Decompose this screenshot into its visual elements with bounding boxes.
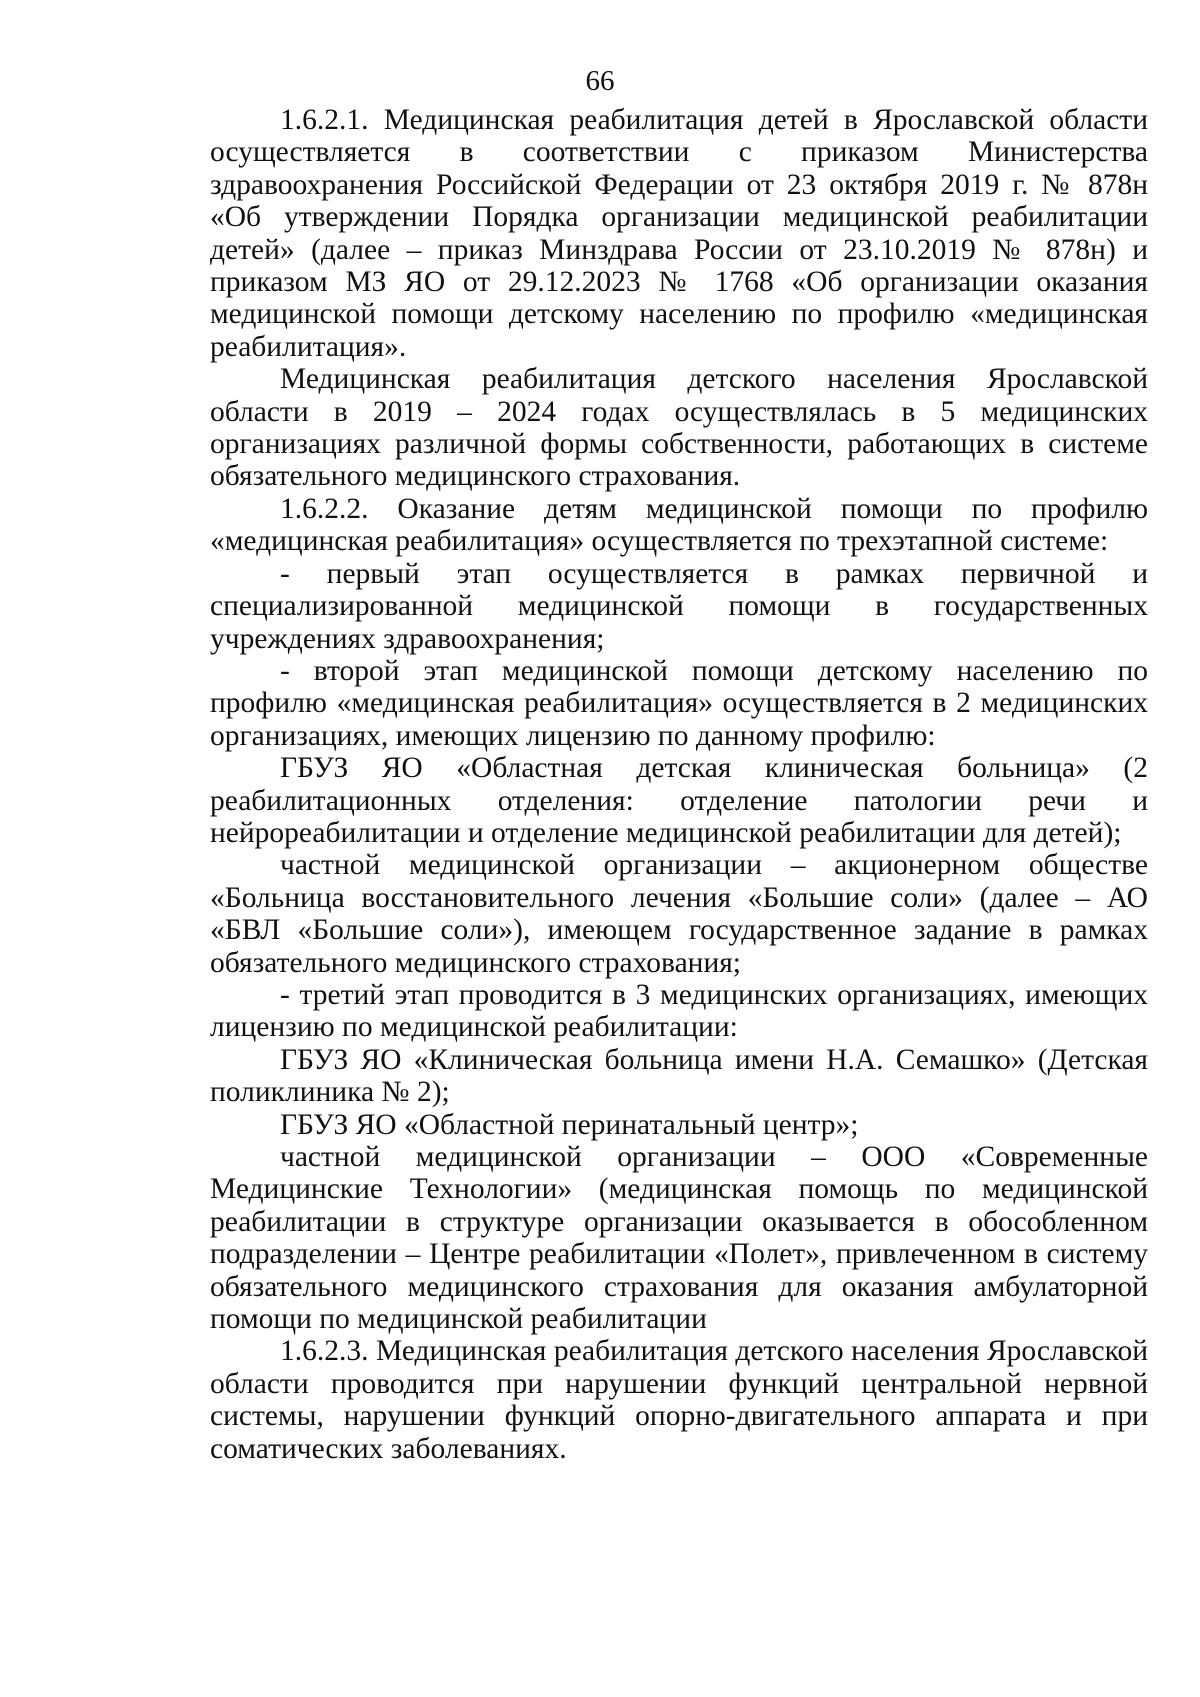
- organization-perinatal-center: ГБУЗ ЯО «Областной перинатальный центр»;: [280, 1108, 859, 1141]
- organization-bolshie-soli: частной медицинской организации – акционерном обществе «Больница восстановительного лечения «Большие соли» (далее – АО «БВЛ «Большие соли»), имеющем государственное задание в рамках обязательного медицинского страхования;: [210, 849, 1148, 979]
- organization-odkb: ГБУЗ ЯО «Областная детская клиническая больница» (2 реабилитационных отделения: отделение патологии речи и нейрореабилитации и отделение медицинской реабилитации для детей);: [210, 752, 1148, 849]
- organization-semashko: ГБУЗ ЯО «Клиническая больница имени Н.А. Семашко» (Детская поликлиника № 2);: [210, 1043, 1148, 1109]
- document-body: [210, 104, 1148, 1465]
- paragraph-rehab-organizations: Медицинская реабилитация детского населения Ярославской области в 2019 – 2024 годах осуществлялась в 5 медицинских организациях различной формы собственности, работающих в системе обязательного медицинского страхования.: [210, 363, 1148, 493]
- paragraph-1-6-2-2: 1.6.2.2. Оказание детям медицинской помощи по профилю «медицинская реабилитация» осуществляется по трехэтапной системе:: [210, 492, 1148, 558]
- list-item-third-stage: - третий этап проводится в 3 медицинских организациях, имеющих лицензию по медицинской реабилитации:: [210, 978, 1148, 1044]
- paragraph-1-6-2-3: 1.6.2.3. Медицинская реабилитация детского населения Ярославской области проводится при нарушении функций центральной нервной системы, нарушении функций опорно-двигательного аппарата и при соматических заболеваниях.: [210, 1335, 1148, 1465]
- organization-sovremennye-tekhnologii: частной медицинской организации – ООО «Современные Медицинские Технологии» (медицинская помощь по медицинской реабилитации в структуре организации оказывается в обособленном подразделении – Центре реабилитации «Полет», привлеченном в систему обязательного медицинского страхования для оказания амбулаторной помощи по медицинской реабилитации: [210, 1141, 1148, 1336]
- list-item-first-stage: - первый этап осуществляется в рамках первичной и специализированной медицинской помощи в государственных учреждениях здравоохранения;: [210, 557, 1148, 655]
- page-number: 66: [585, 65, 615, 97]
- list-item-second-stage: - второй этап медицинской помощи детскому населению по профилю «медицинская реабилитация» осуществляется в 2 медицинских организациях, имеющих лицензию по данному профилю:: [210, 654, 1148, 752]
- paragraph-1-6-2-1: 1.6.2.1. Медицинская реабилитация детей в Ярославской области осуществляется в соответствии с приказом Министерства здравоохранения Российской Федерации от 23 октября 2019 г. № 878н «Об утверждении Порядка организации медицинской реабилитации детей» (далее – приказ Минздрава России от 23.10.2019 № 878н) и приказом МЗ ЯО от 29.12.2023 № 1768 «Об организации оказания медицинской помощи детскому населению по профилю «медицинская реабилитация».: [210, 104, 1148, 363]
